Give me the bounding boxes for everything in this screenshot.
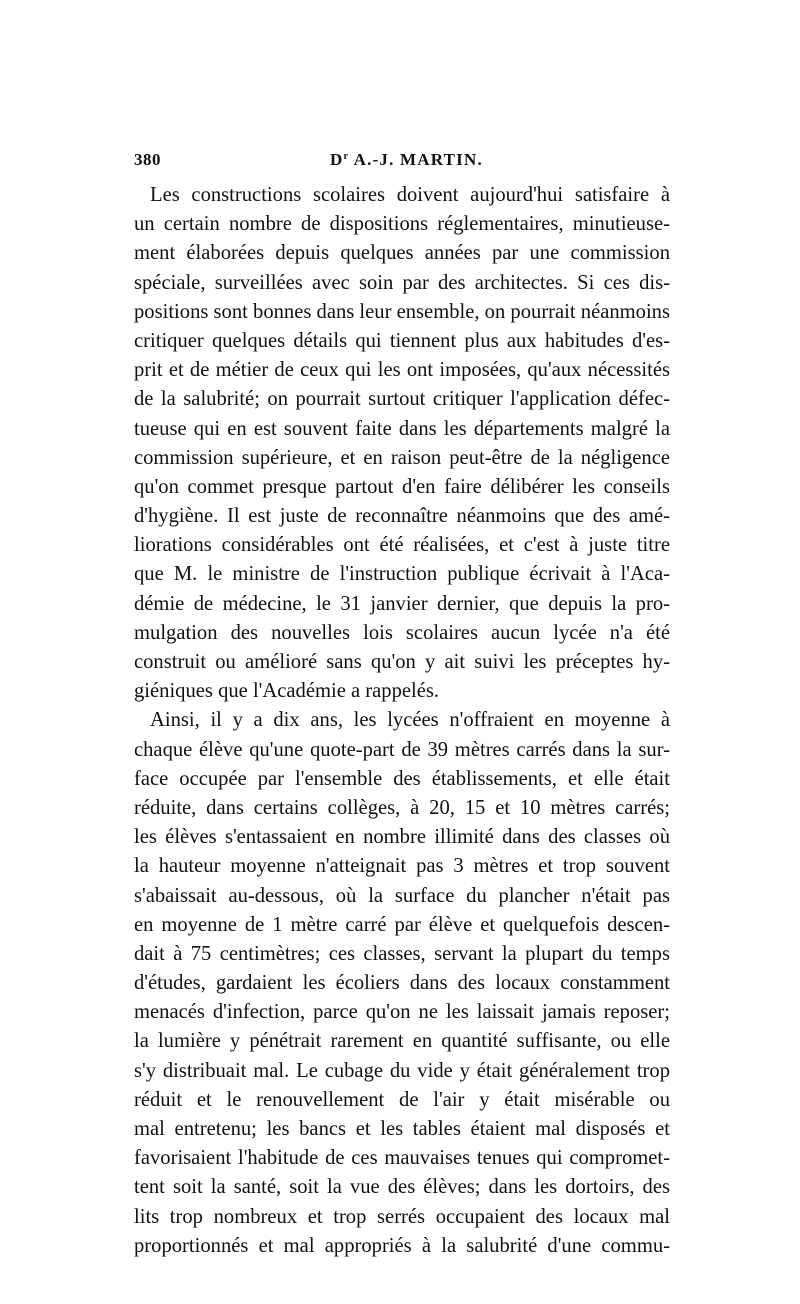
text-line: positions sont bonnes dans leur ensemble, on pourrait néanmoins <box>134 300 670 323</box>
body-text <box>134 181 670 1261</box>
text-line: qu'on commet presque partout d'en faire délibérer les conseils <box>134 475 670 498</box>
text-line: en moyenne de 1 mètre carré par élève et quelquefois descen- <box>134 913 670 936</box>
text-line: s'abaissait au-dessous, où la surface du plancher n'était pas <box>134 884 670 907</box>
text-line: tent soit la santé, soit la vue des élèves; dans les dortoirs, des <box>134 1176 670 1199</box>
text-line: chaque élève qu'une quote-part de 39 mètres carrés dans la sur- <box>134 738 670 761</box>
text-line: un certain nombre de dispositions réglementaires, minutieuse- <box>134 213 670 236</box>
text-line: face occupée par l'ensemble des établissements, et elle était <box>134 767 670 790</box>
text-line: mal entretenu; les bancs et les tables étaient mal disposés et <box>134 1118 670 1140</box>
text-line: liorations considérables ont été réalisées, et c'est à juste titre <box>134 534 670 557</box>
text-line: dait à 75 centimètres; ces classes, servant la plupart du temps <box>134 942 670 965</box>
text-line: lits trop nombreux et trop serrés occupaient des locaux mal <box>134 1205 670 1228</box>
text-line: tueuse qui en est souvent faite dans les départements malgré la <box>134 417 670 440</box>
running-title <box>330 150 483 170</box>
text-line: que M. le ministre de l'instruction publique écrivait à l'Aca- <box>134 563 670 586</box>
text-line: construit ou amélioré sans qu'on y ait suivi les préceptes hy- <box>134 651 670 673</box>
text-line: Ainsi, il y a dix ans, les lycées n'offraient en moyenne à <box>150 709 670 732</box>
text-line: la lumière y pénétrait rarement en quantité suffisante, ou elle <box>134 1030 670 1053</box>
text-line: mulgation des nouvelles lois scolaires aucun lycée n'a été <box>134 621 670 644</box>
text-line: d'hygiène. Il est juste de reconnaître néanmoins que des amé- <box>134 505 670 528</box>
author-prefix-superscript: r <box>343 151 350 162</box>
text-line: menacés d'infection, parce qu'on ne les laissait jamais reposer; <box>134 1001 670 1024</box>
text-line: giéniques que l'Académie a rappelés. <box>134 680 440 703</box>
text-line: d'études, gardaient les écoliers dans des locaux constamment <box>134 972 670 995</box>
text-line: commission supérieure, et en raison peut-être de la négligence <box>134 446 670 469</box>
text-line: réduite, dans certains collèges, à 20, 15 et 10 mètres carrés; <box>134 796 670 819</box>
text-line: critiquer quelques détails qui tiennent plus aux habitudes d'es- <box>134 329 670 352</box>
author-prefix: D <box>330 150 344 169</box>
text-line: s'y distribuait mal. Le cubage du vide y était généralement trop <box>134 1059 670 1082</box>
text-line: spéciale, surveillées avec soin par des architectes. Si ces dis- <box>134 271 670 294</box>
text-line: ment élaborées depuis quelques années par une commission <box>134 242 670 265</box>
text-line: de la salubrité; on pourrait surtout critiquer l'application défec- <box>134 388 670 411</box>
text-line: démie de médecine, le 31 janvier dernier, que depuis la pro- <box>134 592 670 615</box>
text-line: Les constructions scolaires doivent aujourd'hui satisfaire à <box>150 184 670 206</box>
page-header <box>134 150 670 176</box>
text-line: prit et de métier de ceux qui les ont imposées, qu'aux nécessités <box>134 359 670 382</box>
text-line: réduit et le renouvellement de l'air y était misérable ou <box>134 1088 670 1111</box>
text-line: favorisaient l'habitude de ces mauvaises tenues qui compromet- <box>134 1147 670 1170</box>
text-line: la hauteur moyenne n'atteignait pas 3 mètres et trop souvent <box>134 855 670 878</box>
author-name: A.-J. MARTIN. <box>349 150 483 169</box>
text-line: les élèves s'entassaient en nombre illimité dans des classes où <box>134 826 670 849</box>
text-line: proportionnés et mal appropriés à la salubrité d'une commu- <box>134 1234 670 1257</box>
page-number: 380 <box>134 150 161 169</box>
